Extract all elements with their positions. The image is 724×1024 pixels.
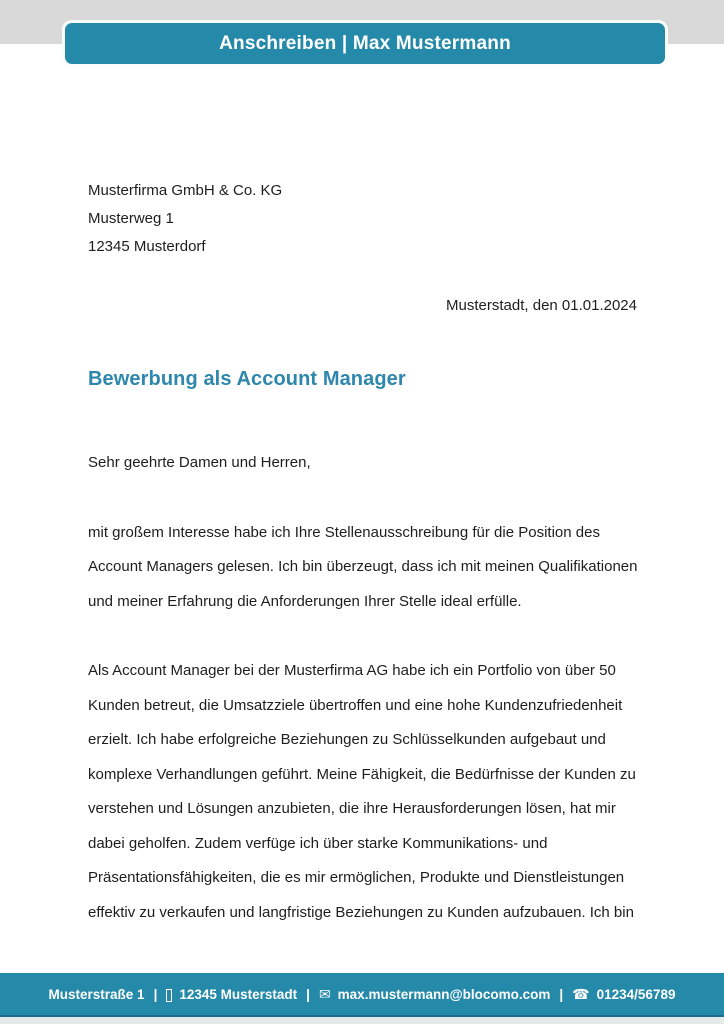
recipient-street: Musterweg 1 [88, 210, 174, 227]
recipient-address-block [88, 177, 282, 261]
letter-body [88, 446, 640, 965]
document-header-bar [62, 20, 668, 67]
footer-separator: | [306, 986, 310, 1002]
page-title: Anschreiben | Max Mustermann [219, 32, 511, 54]
salutation: Sehr geehrte Damen und Herren, [88, 454, 311, 471]
subject-line: Bewerbung als Account Manager [88, 368, 406, 390]
footer-phone: 01234/56789 [596, 986, 676, 1002]
footer-separator: | [559, 986, 564, 1002]
location-icon [166, 989, 172, 1002]
paragraph-experience: Als Account Manager bei der Musterfirma AG habe ich ein Portfolio von über 50 Kunden betreut, die Umsatzziele übertroffen und eine hohe Kundenzufriedenheit erzielt. Ich habe erfolgreiche Beziehungen zu Schlüsselkunden aufgebaut und komplexe Verhandlungen geführt. Meine Fähigkeit, die Bedürfnisse der Kunden zu verstehen und Lösungen anzubieten, die ihre Herausforderungen lösen, hat mir dabei geholfen. Zudem verfüge ich über starke Kommunikations- und Präsentationsfähigkeiten, die es mir ermöglichen, Produkte und Dienstleistungen effektiv zu verkaufen und langfristige Beziehungen zu Kunden aufzubauen. Ich bin [88, 662, 636, 921]
contact-footer-bar [0, 973, 724, 1017]
email-icon: ✉ [318, 987, 331, 1003]
footer-city: 12345 Musterstadt [179, 986, 298, 1002]
footer-email: max.mustermann@blocomo.com [337, 986, 551, 1002]
footer-separator: | [153, 986, 158, 1002]
bottom-margin-strip [0, 1017, 724, 1024]
footer-street: Musterstraße 1 [48, 986, 145, 1002]
recipient-company: Musterfirma GmbH & Co. KG [88, 182, 283, 199]
phone-icon: ☎ [572, 987, 590, 1003]
paragraph-intro: mit großem Interesse habe ich Ihre Stellenausschreibung für die Position des Account Managers gelesen. Ich bin überzeugt, dass ich mit meinen Qualifikationen und meiner Erfahrung die Anforderungen Ihrer Stelle ideal erfülle. [88, 523, 638, 610]
date-line: Musterstadt, den 01.01.2024 [446, 297, 637, 314]
recipient-city: 12345 Musterdorf [88, 238, 206, 255]
